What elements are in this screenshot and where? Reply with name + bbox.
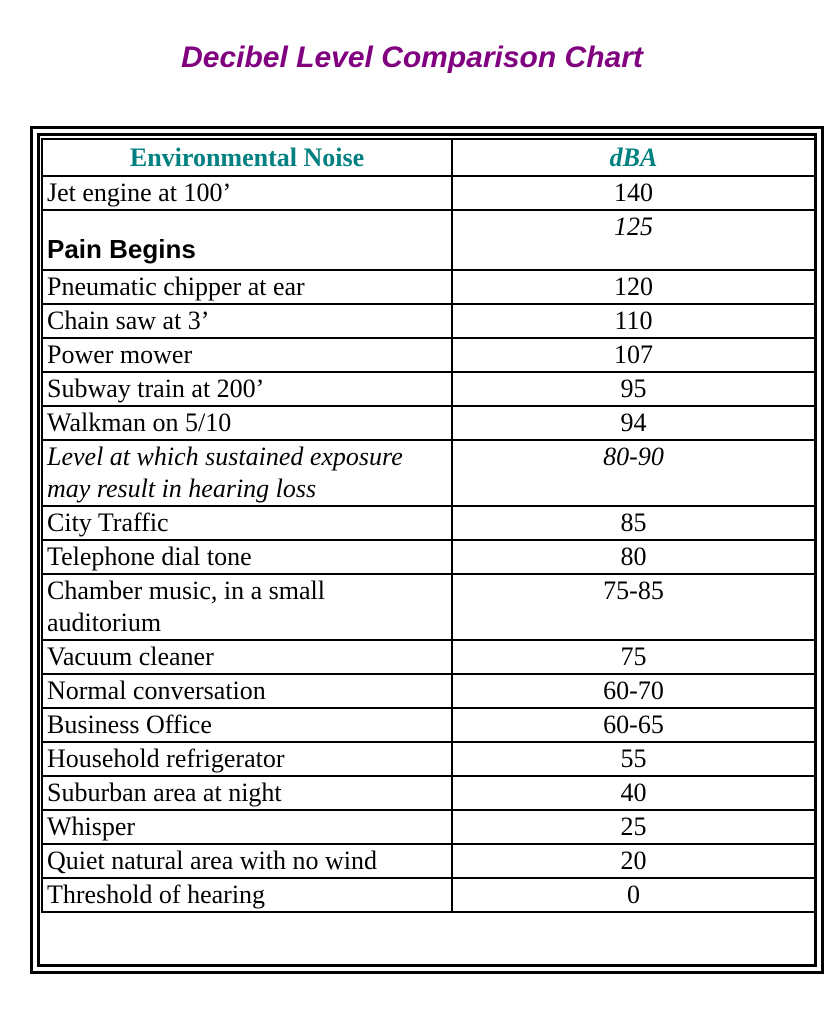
row-source: City Traffic	[42, 506, 452, 540]
header-dba: dBA	[452, 139, 815, 176]
row-source: Suburban area at night	[42, 776, 452, 810]
row-level: 95	[452, 372, 815, 406]
header-environmental-noise: Environmental Noise	[42, 139, 452, 176]
row-level: 120	[452, 270, 815, 304]
row-source: Quiet natural area with no wind	[42, 844, 452, 878]
row-level: 80-90	[452, 440, 815, 506]
table-row	[42, 372, 815, 406]
table-row	[42, 406, 815, 440]
row-source: Vacuum cleaner	[42, 640, 452, 674]
row-source: Pneumatic chipper at ear	[42, 270, 452, 304]
row-source: Pain Begins	[42, 210, 452, 270]
row-source: Power mower	[42, 338, 452, 372]
row-level: 110	[452, 304, 815, 338]
row-source: Jet engine at 100’	[42, 176, 452, 210]
row-source: Walkman on 5/10	[42, 406, 452, 440]
row-level: 107	[452, 338, 815, 372]
row-source: Chamber music, in a small auditorium	[42, 574, 452, 640]
row-level: 40	[452, 776, 815, 810]
table-row	[42, 640, 815, 674]
table-row	[42, 338, 815, 372]
table-row	[42, 878, 815, 912]
row-level: 85	[452, 506, 815, 540]
table-row	[42, 506, 815, 540]
row-level: 60-70	[452, 674, 815, 708]
row-level: 80	[452, 540, 815, 574]
row-level: 125	[452, 210, 815, 270]
table-row-hearing-loss	[42, 440, 815, 506]
row-level: 0	[452, 878, 815, 912]
row-level: 20	[452, 844, 815, 878]
decibel-table	[41, 138, 816, 913]
row-level: 94	[452, 406, 815, 440]
row-source: Subway train at 200’	[42, 372, 452, 406]
row-source: Level at which sustained exposure may result in hearing loss	[42, 440, 452, 506]
row-level: 75	[452, 640, 815, 674]
row-source: Telephone dial tone	[42, 540, 452, 574]
table-header-row	[42, 139, 815, 176]
table-row	[42, 304, 815, 338]
table-row	[42, 708, 815, 742]
table-row	[42, 674, 815, 708]
row-source: Normal conversation	[42, 674, 452, 708]
row-source: Business Office	[42, 708, 452, 742]
page-title: Decibel Level Comparison Chart	[181, 41, 643, 74]
table-row	[42, 810, 815, 844]
table-row	[42, 776, 815, 810]
table-row	[42, 574, 815, 640]
row-level: 140	[452, 176, 815, 210]
row-source: Household refrigerator	[42, 742, 452, 776]
row-source: Whisper	[42, 810, 452, 844]
row-source: Threshold of hearing	[42, 878, 452, 912]
row-level: 25	[452, 810, 815, 844]
table-row	[42, 176, 815, 210]
table-row	[42, 742, 815, 776]
row-level: 60-65	[452, 708, 815, 742]
table-row	[42, 844, 815, 878]
row-source: Chain saw at 3’	[42, 304, 452, 338]
row-level: 75-85	[452, 574, 815, 640]
table-row	[42, 270, 815, 304]
table-row	[42, 540, 815, 574]
table-row-pain-begins	[42, 210, 815, 270]
row-level: 55	[452, 742, 815, 776]
